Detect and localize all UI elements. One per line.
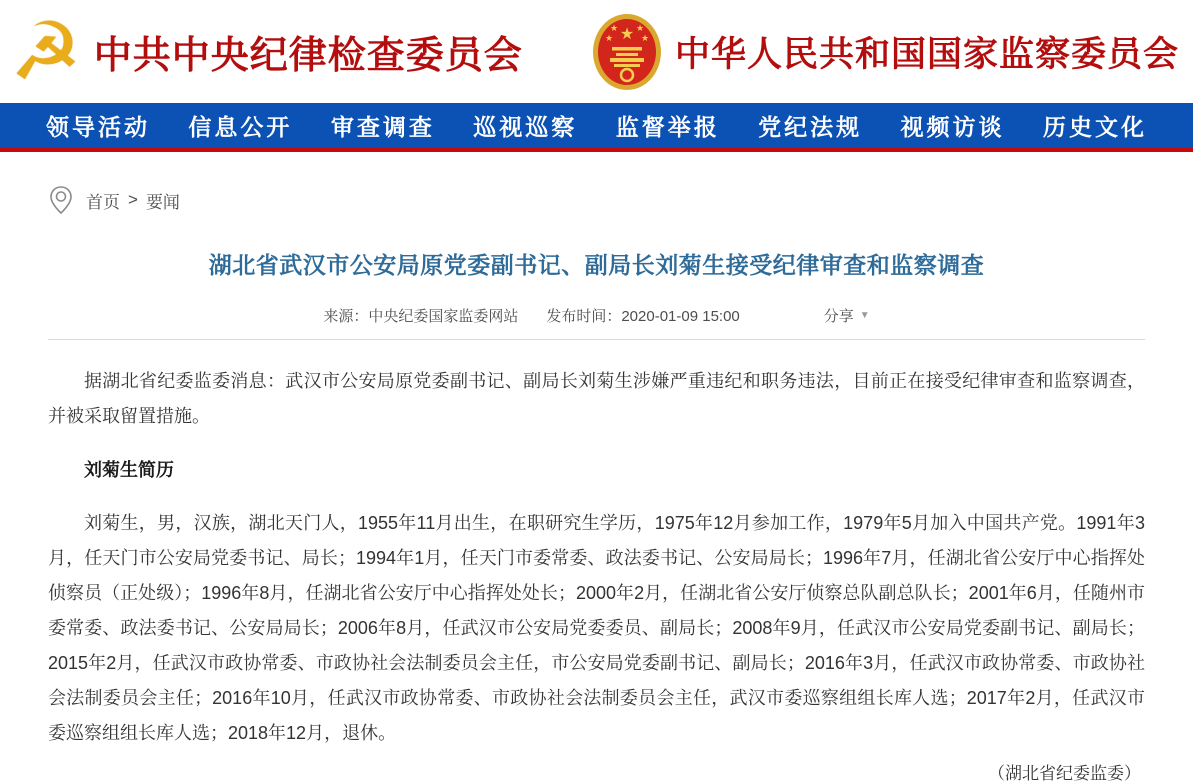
national-emblem-icon <box>589 12 665 92</box>
party-emblem-icon: ☭ <box>10 6 82 96</box>
resume-paragraph: 刘菊生，男，汉族，湖北天门人，1955年11月出生，在职研究生学历，1975年12月参加工作，1979年5月加入中国共产党。1991年3月，任天门市公安局党委书记、局长；1994年1月，任天门市委常委、政法委书记、公安局局长；1996年7月，任湖北省公安厅中心指挥处侦察员（正处级）；1996年8月，任湖北省公安厅中心指挥处处长；2000年2月，任湖北省公安厅侦察总队副总队长；2001年6月，任随州市委常委、政法委书记、公安局局长；2006年8月，任武汉市公安局党委委员、副局长；2008年9月，任武汉市公安局党委副书记、副局长；2015年2月，任武汉市政协常委、市政协社会法制委员会主任，市公安局党委副书记、副局长；2016年3月，任武汉市政协常委、市政协社会法制委员会主任；2016年10月，任武汉市政协常委、市政协社会法制委员会主任，武汉市委巡察组组长库人选；2017年2月，任武汉市委巡察组组长库人选；2018年12月，退休。 <box>48 513 1145 743</box>
breadcrumb <box>48 185 1145 215</box>
attribution: （湖北省纪委监委） <box>988 764 1141 783</box>
svg-text:★: ★ <box>609 22 619 33</box>
article-meta <box>48 305 1145 326</box>
site-header <box>0 0 1193 103</box>
svg-text:★: ★ <box>635 22 645 33</box>
page-title: 湖北省武汉市公安局原党委副书记、副局长刘菊生接受纪律审查和监察调查 <box>208 252 985 278</box>
svg-text:★: ★ <box>604 32 614 43</box>
nav-item-regulations[interactable]: 党纪法规 <box>758 114 863 140</box>
caret-down-icon: ▼ <box>859 310 870 321</box>
nav-item-video-interviews[interactable]: 视频访谈 <box>900 114 1005 140</box>
nav-item-history-culture[interactable]: 历史文化 <box>1042 114 1147 140</box>
resume-heading: 刘菊生简历 <box>84 460 174 480</box>
nav-item-reporting[interactable]: 监督举报 <box>615 114 720 140</box>
nav-item-info-disclosure[interactable]: 信息公开 <box>188 114 293 140</box>
share-label: 分享 <box>823 308 854 325</box>
svg-text:★: ★ <box>640 32 650 43</box>
breadcrumb-home[interactable]: 首页 <box>86 192 120 212</box>
brand-nsc[interactable] <box>589 12 1179 92</box>
article-paragraph: 据湖北省纪委监委消息：武汉市公安局原党委副书记、副局长刘菊生涉嫌严重违纪和职务违法，目前正在接受纪律审查和监察调查，并被采取留置措施。 <box>48 371 1145 426</box>
brand-nsc-title: 中华人民共和国国家监察委员会 <box>674 34 1179 74</box>
brand-ccdi-title: 中共中央纪律检查委员会 <box>93 35 523 77</box>
location-pin-icon <box>48 185 74 215</box>
nav-item-investigation[interactable]: 审查调查 <box>330 114 435 140</box>
main-nav <box>0 103 1193 152</box>
svg-text:★: ★ <box>619 25 635 43</box>
divider <box>48 339 1145 340</box>
article-source: 来源：中央纪委国家监委网站 <box>323 308 519 325</box>
nav-item-inspection[interactable]: 巡视巡察 <box>473 114 578 140</box>
article-publish-time: 发布时间：2020-01-09 15:00 <box>546 308 740 325</box>
breadcrumb-separator: > <box>128 190 138 209</box>
nav-item-leadership[interactable]: 领导活动 <box>46 114 150 140</box>
brand-ccdi[interactable] <box>10 6 523 96</box>
article-page <box>48 185 1145 784</box>
share-button[interactable] <box>824 305 870 326</box>
breadcrumb-section[interactable]: 要闻 <box>145 192 180 212</box>
